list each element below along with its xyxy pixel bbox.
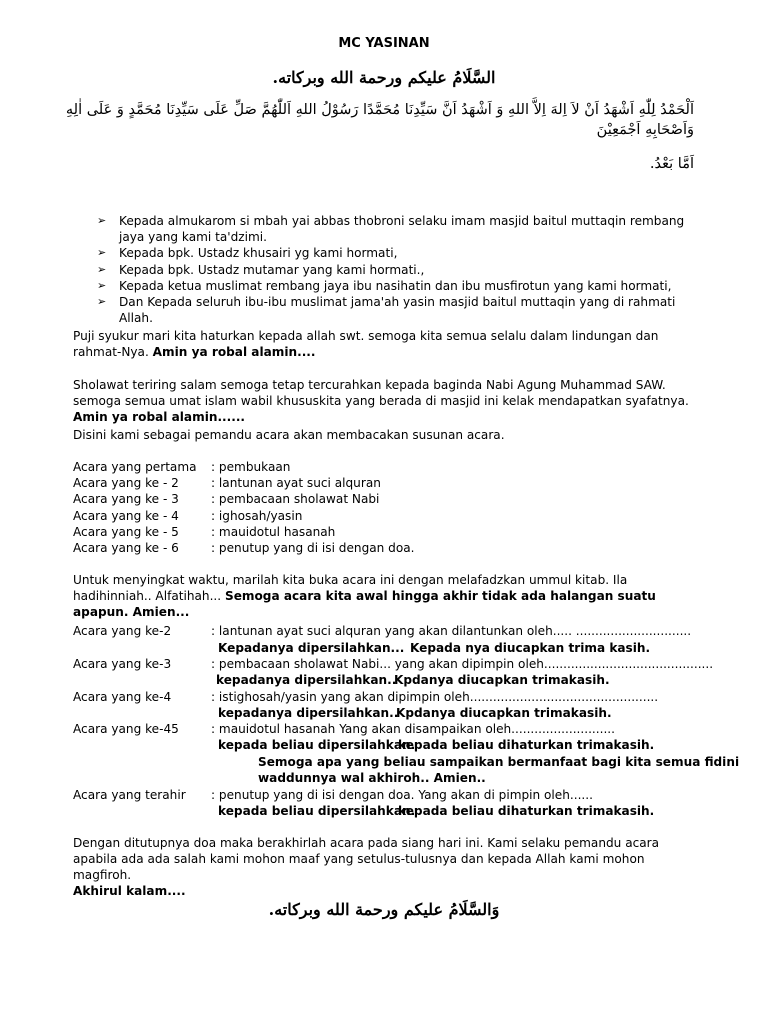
agenda-label: Acara yang ke - 6: [73, 541, 179, 555]
sholawat-amin: Amin ya robal alamin......: [73, 410, 246, 425]
detail-label: Acara yang ke-45: [73, 722, 179, 736]
salam-closing-arabic: وَالسَّلَامُ عليكم ورحمة الله وبركاته.: [268, 900, 500, 919]
akhirul-kalam: Akhirul kalam....: [73, 884, 186, 898]
detail-invite: kepadanya dipersilahkan..: [216, 673, 397, 687]
detail-invite: kepada beliau dipersilahkan.: [218, 804, 416, 818]
agenda-value: : pembacaan sholawat Nabi: [211, 492, 380, 506]
agenda-value: : ighosah/yasin: [211, 509, 303, 523]
agenda-label: Acara yang ke - 4: [73, 509, 179, 523]
greeting-item: ➢ Kepada bpk. Ustadz mutamar yang kami hormati.,: [97, 262, 425, 277]
agenda-value: : penutup yang di isi dengan doa.: [211, 541, 415, 555]
sholawat-paragraph: Sholawat teriring salam semoga tetap tercurahkan kepada baginda Nabi Agung Muhammad SAW. semoga semua umat islam wabil khususkita yang berada di masjid ini kelak mendapatkan syafatnya. Amin ya robal alamin......: [73, 378, 689, 425]
detail-value: : istighosah/yasin yang akan dipimpin oleh.................................................: [211, 690, 659, 704]
agenda-value: : mauidotul hasanah: [211, 525, 336, 539]
arrow-bullet-icon: ➢: [97, 262, 107, 276]
greeting-item: ➢ Kepada almukarom si mbah yai abbas thobroni selaku imam masjid baitul muttaqin rembang jaya yang kami ta'dzimi.: [97, 214, 685, 245]
document-title: MC YASINAN: [338, 36, 430, 51]
detail-thanks: Kepada nya diucapkan trima kasih.: [410, 641, 651, 655]
intro-susunan-acara: Disini kami sebagai pemandu acara akan membacakan susunan acara.: [73, 428, 505, 442]
detail-thanks: Kpdanya diucapkan trimakasih.: [394, 673, 610, 687]
detail-value: : pembacaan sholawat Nabi... yang akan dipimpin oleh............................................: [211, 657, 714, 671]
detail-label: Acara yang terahir: [73, 788, 186, 802]
greeting-item: ➢ Dan Kepada seluruh ibu-ibu muslimat jama'ah yasin masjid baitul muttaqin yang di rahmati Allah.: [97, 295, 676, 326]
detail-thanks: Kpdanya diucapkan trimakasih.: [396, 706, 612, 720]
hamdalah-arabic: اَلْحَمْدُ لِلّٰهِ اَشْهَدُ اَنْ لاَ اِلهَ اِلاَّ اللهِ وَ اَشْهَدُ اَنَّ سَيِّدِنَا مُحَمَّدًا رَسُوْلُ اللهِ اَللّٰهُمَّ صَلِّ عَلَى سَيِّدِنَا مُحَمَّدٍ وَ عَلَى اٰلِهِ وَاَصْحَابِهِ اَجْمَعِيْنَ: [65, 102, 694, 138]
fatihah-paragraph: Untuk menyingkat waktu, marilah kita buka acara ini dengan melafadzkan ummul kitab. Ila hadihinniah.. Alfatihah... Semoga acara kita awal hingga akhir tidak ada halangan suatu apapun. Amien...: [73, 573, 656, 620]
arrow-bullet-icon: ➢: [97, 295, 107, 309]
arrow-bullet-icon: ➢: [97, 214, 107, 227]
detail-thanks: kepada beliau dihaturkan trimakasih.: [398, 738, 655, 752]
doa-line: waddunnya wal akhiroh.. Amien..: [258, 771, 486, 785]
greetings-list: [97, 213, 697, 326]
closing-paragraph: Dengan ditutupnya doa maka berakhirlah acara pada siang hari ini. Kami selaku pemandu acara apabila ada ada salah kami mohon maaf yang setulus-tulusnya dan kepada Allah kami mohon magfiroh.: [73, 836, 660, 883]
syukur-amin: Amin ya robal alamin....: [152, 345, 316, 360]
detail-value: : lantunan ayat suci alquran yang akan dilantunkan oleh..... ..............................: [211, 624, 692, 638]
greeting-item: ➢ Kepada bpk. Ustadz khusairi yg kami hormati,: [97, 246, 398, 261]
arrow-bullet-icon: ➢: [97, 278, 107, 292]
detail-label: Acara yang ke-2: [73, 624, 172, 638]
detail-value: : penutup yang di isi dengan doa. Yang akan di pimpin oleh......: [211, 788, 593, 802]
detail-value: : mauidotul hasanah Yang akan disampaikan oleh...........................: [211, 722, 615, 736]
detail-invite: kepadanya dipersilahkan..: [218, 706, 399, 720]
detail-label: Acara yang ke-4: [73, 690, 172, 704]
agenda-label: Acara yang ke - 5: [73, 525, 179, 539]
agenda-label: Acara yang pertama: [73, 460, 197, 474]
agenda-value: : pembukaan: [211, 460, 291, 474]
arrow-bullet-icon: ➢: [97, 246, 107, 260]
detail-invite: kepada beliau dipersilahkan.: [218, 738, 416, 752]
syukur-paragraph: Puji syukur mari kita haturkan kepada allah swt. semoga kita semua selalu dalam lindungan dan rahmat-Nya. Amin ya robal alamin....: [73, 329, 659, 360]
agenda-value: : lantunan ayat suci alquran: [211, 476, 381, 490]
detail-label: Acara yang ke-3: [73, 657, 172, 671]
detail-invite: Kepadanya dipersilahkan...: [218, 641, 405, 655]
detail-thanks: kepada beliau dihaturkan trimakasih.: [398, 804, 655, 818]
salam-opening-arabic: السَّلَامُ عليكم ورحمة الله وبركاته.: [272, 68, 496, 87]
greeting-item: ➢ Kepada ketua muslimat rembang jaya ibu nasihatin dan ibu musfirotun yang kami hormati,: [97, 278, 672, 293]
agenda-label: Acara yang ke - 2: [73, 476, 179, 490]
doa-line: Semoga apa yang beliau sampaikan bermanfaat bagi kita semua fidini: [258, 755, 740, 769]
fatihah-bold: Semoga acara kita awal hingga akhir tidak ada halangan suatu apapun. Amien...: [73, 589, 656, 620]
amma-badu-arabic: اَمَّا بَعْدُ.: [649, 156, 694, 172]
agenda-label: Acara yang ke - 3: [73, 492, 179, 506]
